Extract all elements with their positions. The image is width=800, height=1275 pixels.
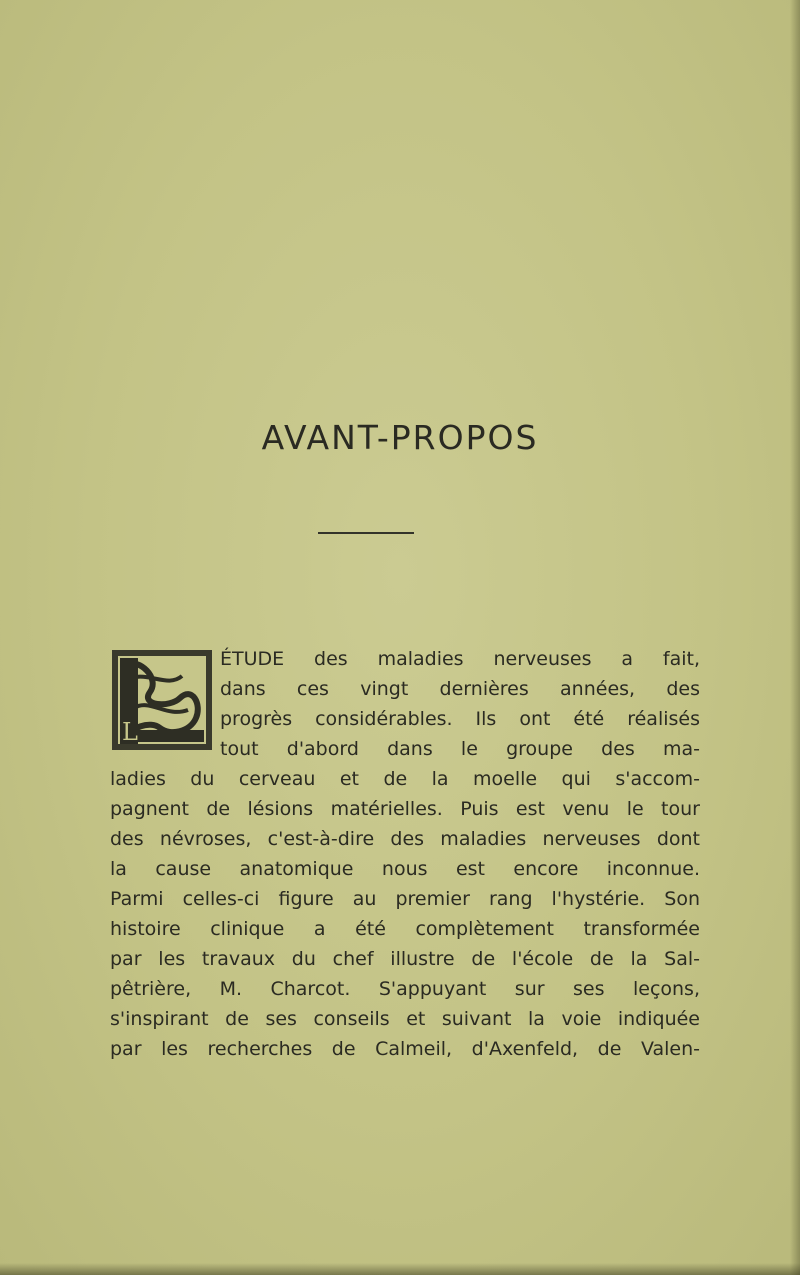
- text-line: par les recherches de Calmeil, d'Axenfeld, de Valen-: [110, 1038, 700, 1060]
- page-edge-shadow: [790, 0, 800, 1275]
- text-line: la cause anatomique nous est encore inconnue.: [110, 858, 700, 880]
- text-line: ladies du cerveau et de la moelle qui s'accom-: [110, 768, 700, 790]
- text-line: pêtrière, M. Charcot. S'appuyant sur ses leçons,: [110, 978, 700, 1000]
- page-bottom-shadow: [0, 1263, 800, 1275]
- title-divider: [318, 532, 414, 534]
- text-line: tout d'abord dans le groupe des ma-: [220, 738, 700, 760]
- text-line: Parmi celles-ci figure au premier rang l'hystérie. Son: [110, 888, 700, 910]
- text-line: dans ces vingt dernières années, des: [220, 678, 700, 700]
- text-line: progrès considérables. Ils ont été réalisés: [220, 708, 700, 730]
- text-line: des névroses, c'est-à-dire des maladies nerveuses dont: [110, 828, 700, 850]
- svg-text:L: L: [122, 718, 138, 746]
- text-line: par les travaux du chef illustre de l'école de la Sal-: [110, 948, 700, 970]
- text-line: pagnent de lésions matérielles. Puis est venu le tour: [110, 798, 700, 820]
- body-text: [110, 644, 700, 1064]
- text-line: ÉTUDE des maladies nerveuses a fait,: [220, 648, 700, 670]
- text-line: histoire clinique a été complètement transformée: [110, 918, 700, 940]
- page-title: AVANT-PROPOS: [261, 418, 539, 457]
- text-line: s'inspirant de ses conseils et suivant la voie indiquée: [110, 1008, 700, 1030]
